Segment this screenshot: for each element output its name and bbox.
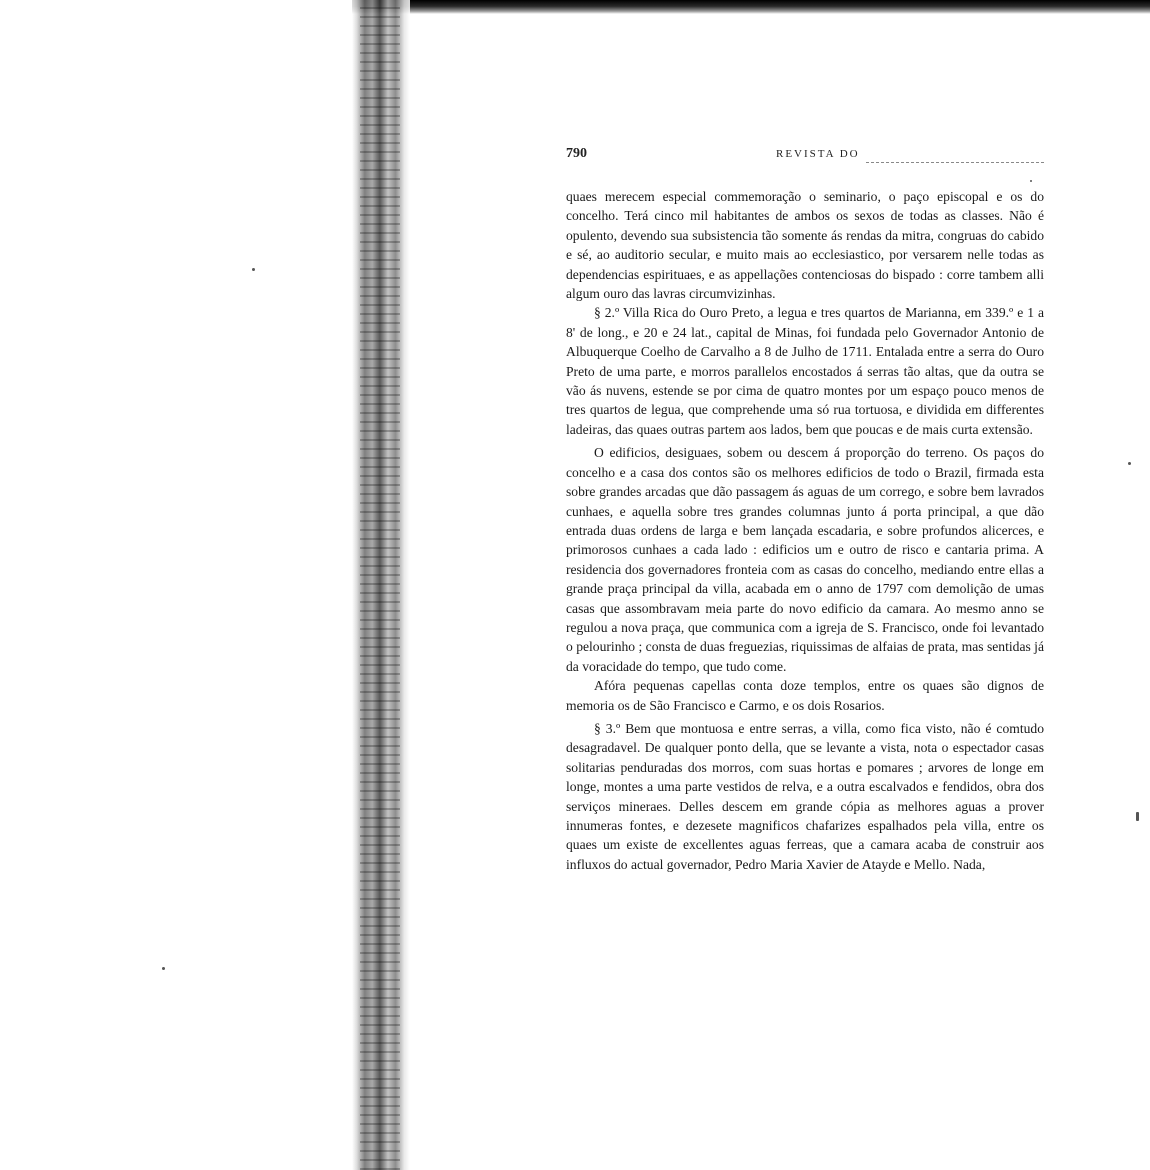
scan-speck [162, 967, 165, 970]
paragraph: quaes merecem especial commemoração o seminario, o paço episcopal e os do concelho. Terá cinco mil habitantes de ambos os sexos de todas as classes. Não é opulento, devendo sua subsistencia tão somente ás rendas da mitra, congruas do cabido e sé, ao auditorio secular, e muito mais ao ecclesiastico, por versarem nelle todas as dependencias espirituaes, e as appellações contenciosas do bispado : corre tambem alli algum ouro das lavras circumvizinhas. [566, 189, 1044, 302]
binding-texture [360, 0, 400, 1170]
page-header [566, 146, 1044, 166]
running-title: REVISTA DO [776, 148, 860, 160]
scan-speck [1030, 180, 1032, 182]
body-text [566, 187, 1044, 874]
scan-speck [1128, 462, 1131, 465]
paragraph: Afóra pequenas capellas conta doze templos, entre os quaes são dignos de memoria os de São Francisco e Carmo, e os dois Rosarios. [566, 678, 1044, 713]
paragraph: O edificios, desiguaes, sobem ou descem á proporção do terreno. Os paços do concelho e a casa dos contos são os melhores edificios de todo o Brazil, firmada esta sobre grandes arcadas que dão passagem ás aguas de um corrego, e sobre bem lavrados cunhaes, e aquella sobre tres grandes columnas junto á porta principal, a que dão entrada duas ordens de larga e bem lançada escadaria, e sobre profundos alicerces, e primorosos cunhaes a cada lado : edificios um e outro de risco e cantaria prima. A residencia dos governadores fronteia com as casas do concelho, mediando entre ellas a grande praça principal da villa, acabada em o anno de 1797 com demolição de umas casas que assombravam meia parte do novo edificio da camara. Ao mesmo anno se regulou a nova praça, que communica com a igreja de S. Francisco, onde foi levantado o pelourinho ; consta de duas freguezias, riquissimas de alfaias de prata, mas sentidas já da voracidade do tempo, que tudo come. [566, 445, 1044, 674]
paragraph: § 2.º Villa Rica do Ouro Preto, a legua e tres quartos de Marianna, em 339.º e 1 a 8' de long., e 20 e 24 lat., capital de Minas, foi fundada pelo Governador Antonio de Albuquerque Coelho de Carvalho a 8 de Julho de 1711. Entalada entre a serra do Ouro Preto de uma parte, e morros parallelos encostados á serras tão altas, que da outra se vão ás nuvens, estende se por cima de quatro montes por um espaço pouco menos de tres quartos de legua, que comprehende uma só rua tortuosa, e dividida em differentes ladeiras, das quaes outras partem aos lados, bem que poucas e de mais curta extensão. [566, 305, 1044, 437]
page-number: 790 [566, 146, 587, 161]
paragraph: § 3.º Bem que montuosa e entre serras, a villa, como fica visto, não é comtudo desagradavel. De qualquer ponto della, que se levante a vista, nota o espectador casas solitarias penduradas dos morros, com suas hortas e pomares ; arvores de longe em longe, montes a uma parte vestidos de relva, e a outra escalvados e fendidos, obra dos serviços mineraes. Delles descem em grande cópia as melhores aguas a prover innumeras fontes, e dezesete magnificos chafarizes espalhados pela villa, entre os quaes um existe de excellentes aguas ferreas, que a camara acaba de construir aos influxos do actual governador, Pedro Maria Xavier de Atayde e Mello. Nada, [566, 720, 1044, 872]
scan-speck [252, 268, 255, 271]
page-top-edge [352, 0, 1150, 14]
scan-speck [1136, 812, 1139, 821]
header-rule [866, 162, 1044, 163]
